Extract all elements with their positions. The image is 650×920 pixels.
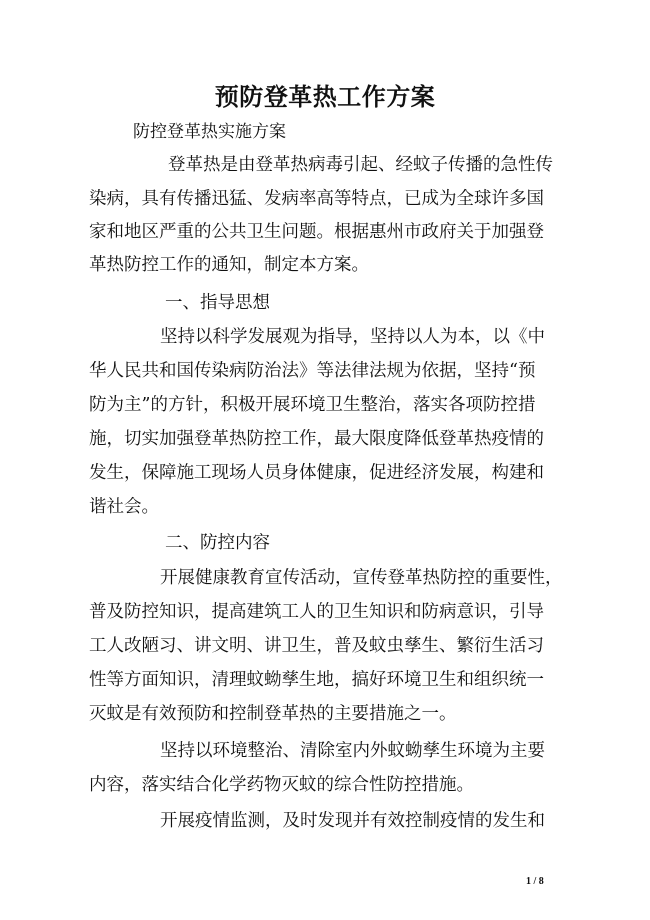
paragraph-line: 家和地区严重的公共卫生问题。根据惠州市政府关于加强登 (89, 222, 544, 242)
paragraph-line: 发生，保障施工现场人员身体健康，促进经济发展，构建和 (89, 463, 544, 483)
paragraph-line: 革热防控工作的通知，制定本方案。 (89, 255, 369, 275)
paragraph-line: 开展疫情监测，及时发现并有效控制疫情的发生和 (160, 811, 545, 831)
document-subtitle: 防控登革热实施方案 (133, 122, 286, 142)
paragraph-line: 性等方面知识，清理蚊蚴孳生地，搞好环境卫生和组织统一 (89, 670, 544, 690)
paragraph-line: 工人改陋习、讲文明、讲卫生，普及蚊虫孳生、繁衍生活习 (89, 636, 544, 656)
paragraph-line: 防为主”的方针，积极开展环境卫生整治，落实各项防控措 (89, 395, 536, 415)
paragraph-line: 内容，落实结合化学药物灭蚊的综合性防控措施。 (89, 775, 474, 795)
paragraph-line: 坚持以科学发展观为指导，坚持以人为本，以《中 (160, 327, 545, 347)
paragraph-line: 坚持以环境整治、清除室内外蚊蚴孳生环境为主要 (160, 741, 545, 761)
page-indicator: 1 / 8 (526, 876, 544, 887)
paragraph-line: 华人民共和国传染病防治法》等法律法规为依据，坚持“预 (89, 361, 536, 381)
paragraph-line: 染病，具有传播迅猛、发病率高等特点，已成为全球许多国 (89, 189, 544, 209)
paragraph-line: 灭蚊是有效预防和控制登革热的主要措施之一。 (89, 704, 457, 724)
paragraph-line: 谐社会。 (89, 497, 159, 517)
section-heading: 一、指导思想 (165, 293, 270, 313)
paragraph-line: 登革热是由登革热病毒引起、经蚊子传播的急性传 (168, 155, 553, 175)
paragraph-line: 普及防控知识，提高建筑工人的卫生知识和防病意识，引导 (89, 602, 544, 622)
paragraph-line: 施，切实加强登革热防控工作，最大限度降低登革热疫情的 (89, 429, 544, 449)
document-title: 预防登革热工作方案 (214, 82, 436, 111)
section-heading: 二、防控内容 (165, 533, 270, 553)
paragraph-line: 开展健康教育宣传活动，宣传登革热防控的重要性， (160, 568, 563, 588)
